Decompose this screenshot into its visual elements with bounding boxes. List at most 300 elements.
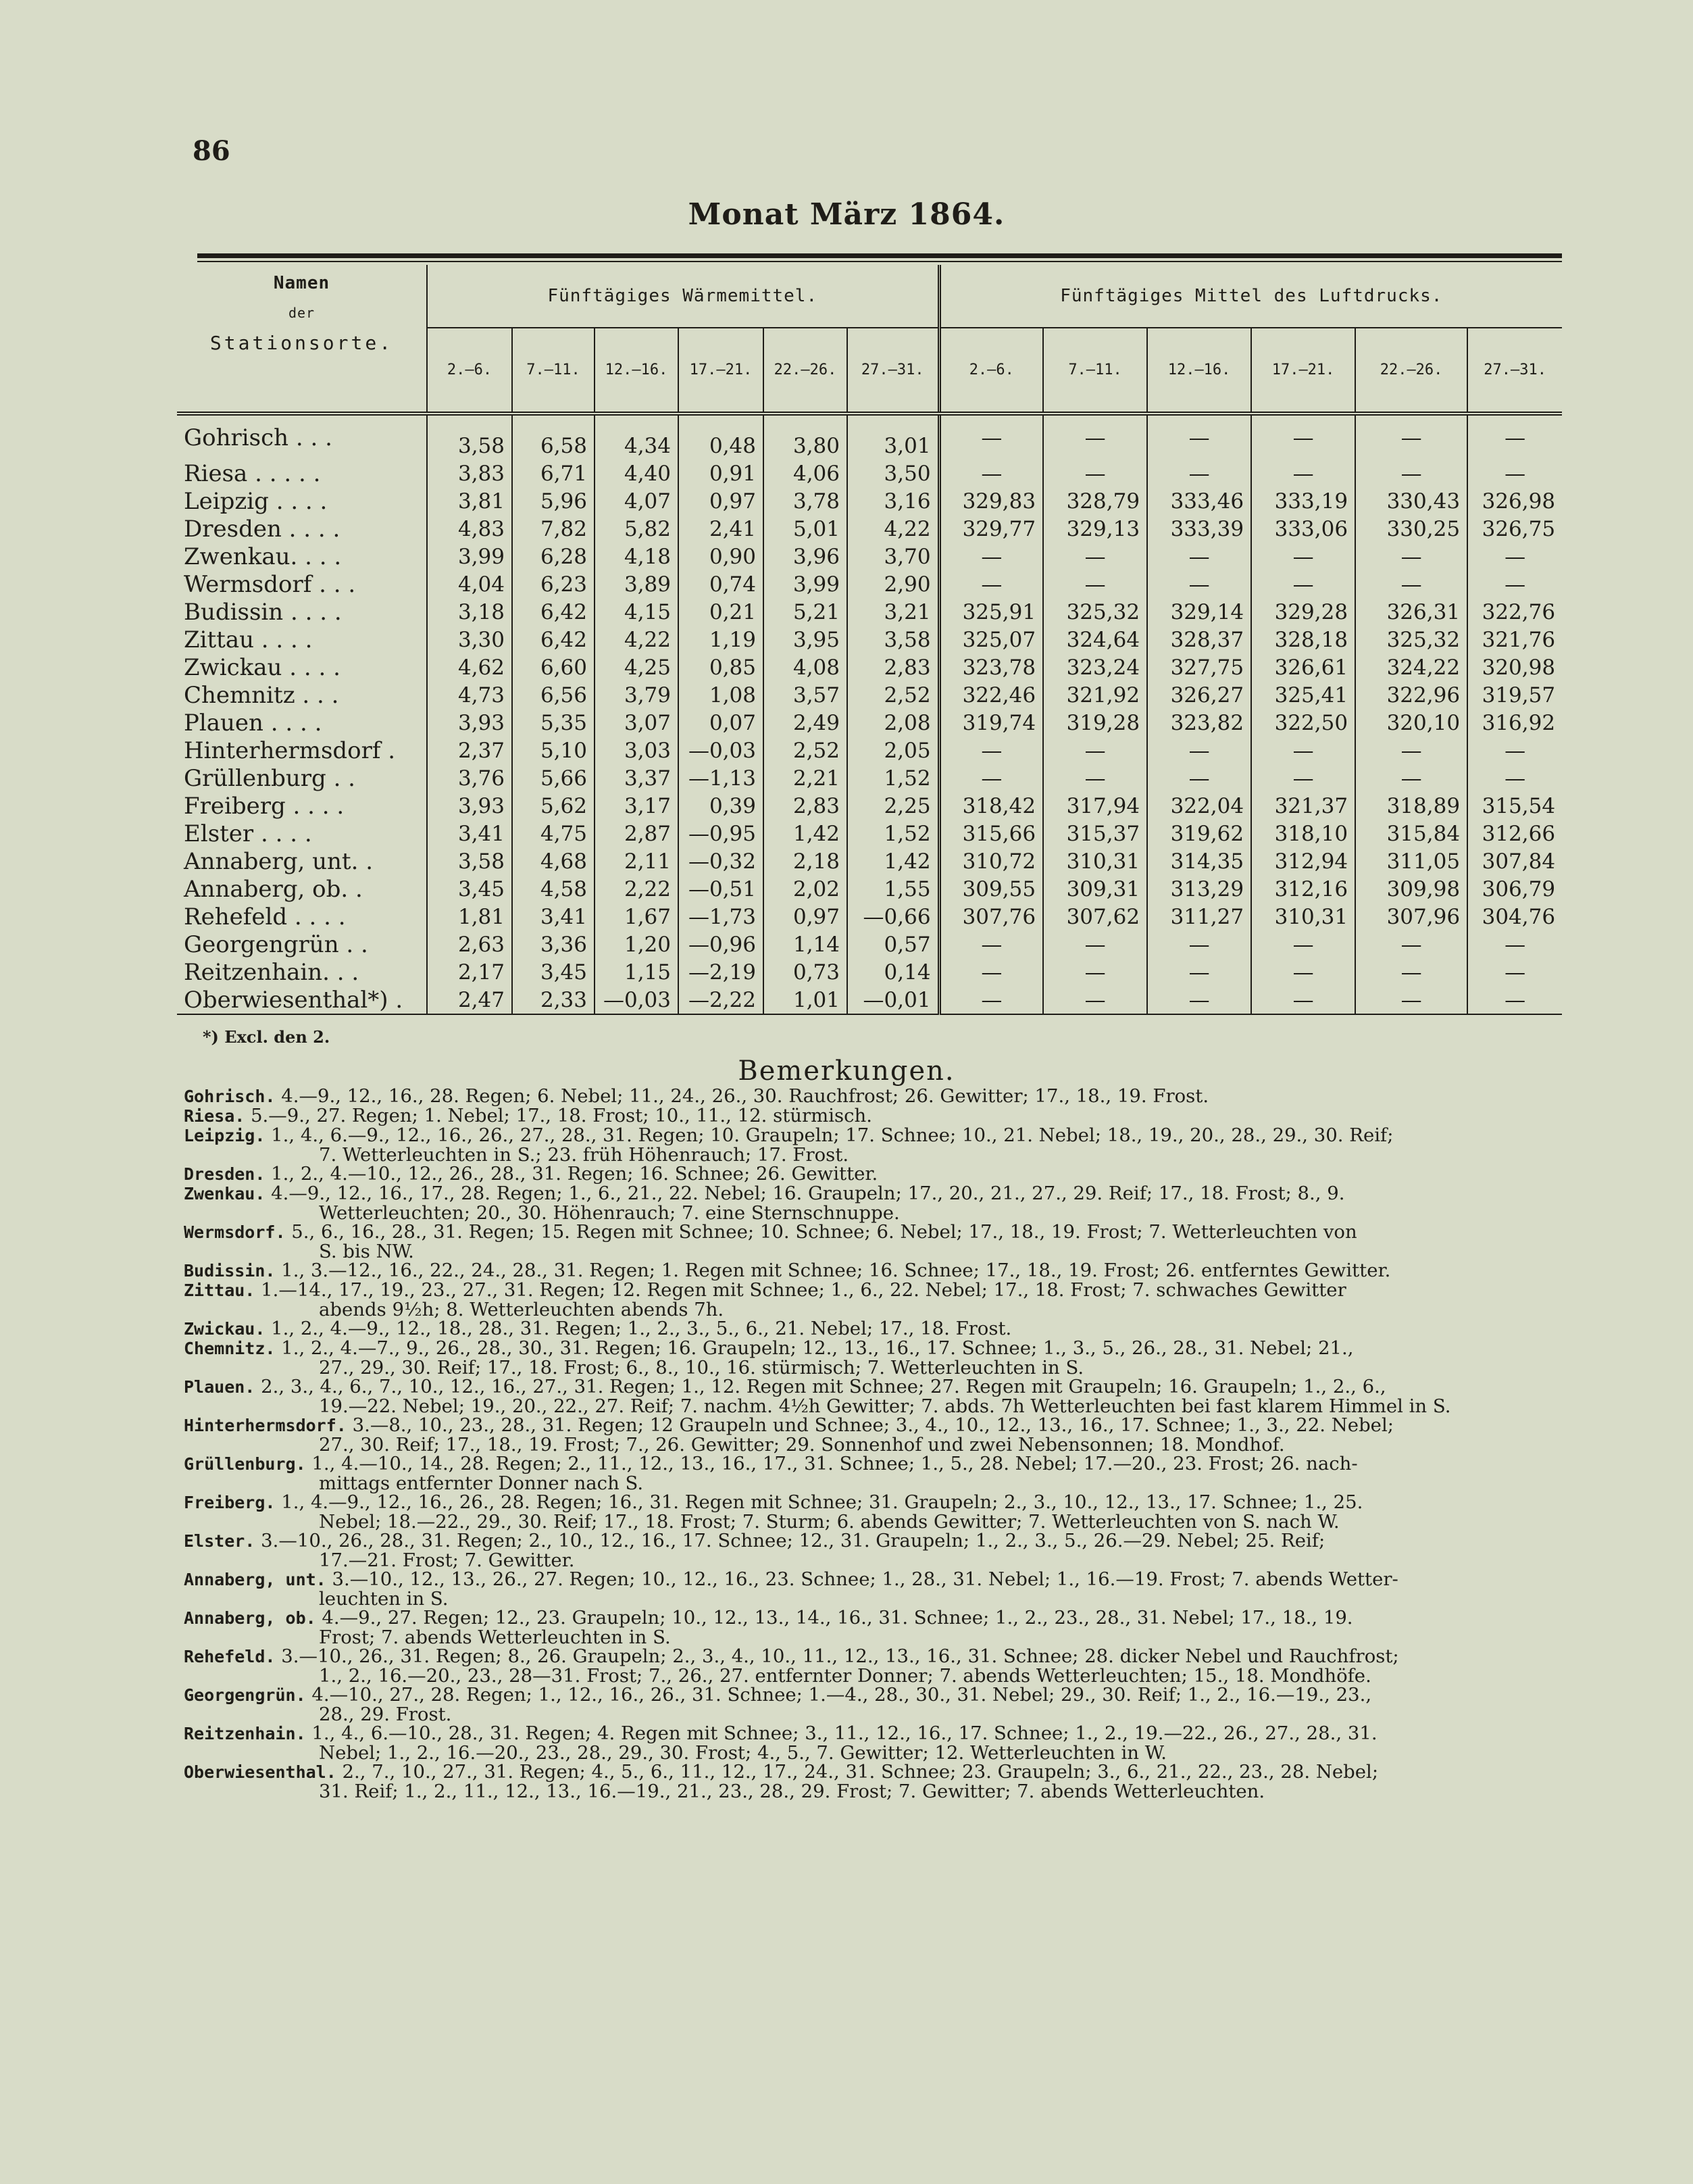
temperature-cell: 5,35 — [512, 709, 595, 737]
pressure-cell: 326,98 — [1467, 487, 1562, 515]
temperature-cell: 3,99 — [427, 543, 512, 570]
weather-table — [177, 265, 1562, 1015]
pressure-cell: — — [1043, 414, 1147, 460]
remark-entry — [184, 1377, 1562, 1416]
pressure-cell: 311,27 — [1147, 903, 1251, 930]
temperature-cell: 3,58 — [847, 626, 939, 653]
pressure-cell: — — [1147, 986, 1251, 1014]
remark-continuation: 19.—22. Nebel; 19., 20., 22., 27. Reif; 7. nachm. 4½h Gewitter; 7. abds. 7h Wetterleuchten bei fast klarem Himmel in S. — [319, 1395, 1451, 1417]
pressure-cell: 314,35 — [1147, 847, 1251, 875]
table-row — [177, 903, 1562, 930]
temperature-cell: 3,95 — [763, 626, 847, 653]
remark-station: Leipzig. — [184, 1126, 266, 1145]
remark-text: 1., 4., 6.—9., 12., 16., 26., 27., 28., 31. Regen; 10. Graupeln; 17. Schnee; 10., 21. Nebel; 18., 19., 20., 28., 29., 30. Reif; — [271, 1124, 1394, 1146]
pressure-cell: — — [939, 986, 1043, 1014]
remark-entry — [184, 1281, 1562, 1319]
remark-entry — [184, 1608, 1562, 1647]
pressure-cell: 333,19 — [1251, 487, 1355, 515]
pressure-cell: 311,05 — [1355, 847, 1467, 875]
temperature-cell: 0,73 — [763, 958, 847, 986]
temperature-cell: 3,36 — [512, 930, 595, 958]
header-period-p: 22.—26. — [1355, 328, 1467, 414]
temperature-cell: 3,93 — [427, 709, 512, 737]
table-row — [177, 930, 1562, 958]
temperature-cell: 4,18 — [595, 543, 678, 570]
pressure-cell: — — [1147, 414, 1251, 460]
station-name: Gohrisch . . . — [184, 424, 332, 451]
pressure-cell: — — [1251, 764, 1355, 792]
temperature-cell: 4,04 — [427, 570, 512, 598]
temperature-cell: 3,99 — [763, 570, 847, 598]
pressure-cell: — — [1043, 543, 1147, 570]
station-name: Reitzenhain. . . — [184, 958, 359, 986]
remark-continuation: mittags entfernter Donner nach S. — [319, 1472, 644, 1494]
pressure-cell: 315,84 — [1355, 820, 1467, 847]
station-name: Plauen . . . . — [184, 709, 322, 737]
temperature-cell: 3,79 — [595, 681, 678, 709]
remark-station: Wermsdorf. — [184, 1222, 286, 1242]
table-row — [177, 737, 1562, 764]
top-rule-thin — [197, 261, 1562, 262]
station-name: Rehefeld . . . . — [184, 903, 346, 930]
temperature-cell: 6,56 — [512, 681, 595, 709]
pressure-cell: — — [1467, 543, 1562, 570]
temperature-cell: 5,10 — [512, 737, 595, 764]
temperature-cell: 1,52 — [847, 764, 939, 792]
temperature-cell: 4,75 — [512, 820, 595, 847]
temperature-cell: —0,01 — [847, 986, 939, 1014]
station-name: Zwickau . . . . — [184, 653, 340, 681]
station-name: Dresden . . . . — [184, 515, 340, 543]
pressure-cell: 323,82 — [1147, 709, 1251, 737]
remark-station: Zwenkau. — [184, 1184, 266, 1203]
temperature-cell: 3,83 — [427, 460, 512, 487]
pressure-cell: 325,91 — [939, 598, 1043, 626]
pressure-cell: 325,07 — [939, 626, 1043, 653]
remark-station: Annaberg, unt. — [184, 1570, 326, 1589]
pressure-cell: 320,10 — [1355, 709, 1467, 737]
pressure-cell: 310,31 — [1251, 903, 1355, 930]
remarks-section — [184, 1087, 1562, 1801]
page-number: 86 — [193, 135, 230, 167]
table-row — [177, 460, 1562, 487]
remark-text: 3.—10., 26., 31. Regen; 8., 26. Graupeln; 2., 3., 4., 10., 11., 12., 13., 16., 31. Schnee; 28. dicker Nebel und Rauchfrost; — [281, 1645, 1399, 1667]
remark-text: 3.—10., 26., 28., 31. Regen; 2., 10., 12., 16., 17. Schnee; 12., 31. Graupeln; 1., 2., 3., 5., 26.—29. Nebel; 25. Reif; — [261, 1530, 1325, 1552]
pressure-cell: 319,57 — [1467, 681, 1562, 709]
remark-entry — [184, 1416, 1562, 1454]
pressure-cell: 333,06 — [1251, 515, 1355, 543]
temperature-cell: —2,22 — [678, 986, 763, 1014]
temperature-cell: 2,08 — [847, 709, 939, 737]
pressure-cell: — — [1467, 460, 1562, 487]
pressure-cell: 326,27 — [1147, 681, 1251, 709]
remark-continuation: abends 9½h; 8. Wetterleuchten abends 7h. — [319, 1299, 724, 1320]
temperature-cell: 4,62 — [427, 653, 512, 681]
pressure-cell: — — [1147, 930, 1251, 958]
remark-text: 2., 3., 4., 6., 7., 10., 12., 16., 27., 31. Regen; 1., 12. Regen mit Schnee; 27. Regen mit Graupeln; 16. Graupeln; 1., 2., 6., — [261, 1376, 1386, 1397]
remark-text: 1., 3.—12., 16., 22., 24., 28., 31. Regen; 1. Regen mit Schnee; 16. Schnee; 17., 18., 19. Frost; 26. entferntes Gewitter. — [281, 1260, 1391, 1281]
remark-entry — [184, 1454, 1562, 1493]
pressure-cell: 333,39 — [1147, 515, 1251, 543]
table-row — [177, 820, 1562, 847]
pressure-cell: 312,66 — [1467, 820, 1562, 847]
pressure-cell: 309,98 — [1355, 875, 1467, 903]
temperature-cell: 3,30 — [427, 626, 512, 653]
temperature-cell: 3,80 — [763, 414, 847, 460]
pressure-cell: 326,61 — [1251, 653, 1355, 681]
station-name: Elster . . . . — [184, 820, 312, 847]
remark-continuation: Nebel; 1., 2., 16.—20., 23., 28., 29., 30. Frost; 4., 5., 7. Gewitter; 12. Wetterleuchten in W. — [319, 1742, 1167, 1764]
pressure-cell: — — [1355, 958, 1467, 986]
remark-continuation: 17.—21. Frost; 7. Gewitter. — [319, 1549, 575, 1571]
pressure-cell: 316,92 — [1467, 709, 1562, 737]
temperature-cell: 2,90 — [847, 570, 939, 598]
station-name: Leipzig . . . . — [184, 487, 328, 515]
temperature-cell: 1,42 — [763, 820, 847, 847]
pressure-cell: — — [939, 570, 1043, 598]
temperature-cell: 1,20 — [595, 930, 678, 958]
table-row — [177, 543, 1562, 570]
temperature-cell: 3,76 — [427, 764, 512, 792]
remark-station: Hinterhermsdorf. — [184, 1416, 347, 1435]
pressure-cell: 323,78 — [939, 653, 1043, 681]
temperature-cell: 5,62 — [512, 792, 595, 820]
table-row — [177, 681, 1562, 709]
remark-entry — [184, 1647, 1562, 1685]
temperature-cell: 4,22 — [847, 515, 939, 543]
temperature-cell: 3,03 — [595, 737, 678, 764]
remark-continuation: S. bis NW. — [319, 1241, 414, 1262]
temperature-cell: 1,15 — [595, 958, 678, 986]
temperature-cell: 6,42 — [512, 626, 595, 653]
temperature-cell: 0,97 — [763, 903, 847, 930]
pressure-cell: 310,31 — [1043, 847, 1147, 875]
pressure-cell: 318,10 — [1251, 820, 1355, 847]
pressure-cell: 319,62 — [1147, 820, 1251, 847]
header-period-p: 17.—21. — [1251, 328, 1355, 414]
table-row — [177, 487, 1562, 515]
pressure-cell: 323,24 — [1043, 653, 1147, 681]
temperature-cell: 4,06 — [763, 460, 847, 487]
pressure-cell: 321,76 — [1467, 626, 1562, 653]
pressure-cell: — — [939, 737, 1043, 764]
temperature-cell: 0,85 — [678, 653, 763, 681]
remark-text: 3.—8., 10., 23., 28., 31. Regen; 12 Graupeln und Schnee; 3., 4., 10., 12., 13., 16., 17. Schnee; 1., 3., 22. Nebel; — [352, 1414, 1394, 1436]
temperature-cell: 1,67 — [595, 903, 678, 930]
pressure-cell: — — [1355, 986, 1467, 1014]
remark-station: Freiberg. — [184, 1493, 276, 1512]
remark-text: 4.—10., 27., 28. Regen; 1., 12., 16., 26., 31. Schnee; 1.—4., 28., 30., 31. Nebel; 29., 30. Reif; 1., 2., 16.—19., 23., — [311, 1684, 1372, 1706]
remark-station: Zittau. — [184, 1281, 255, 1300]
table-row — [177, 958, 1562, 986]
remark-text: 1., 2., 4.—10., 12., 26., 28., 31. Regen; 16. Schnee; 26. Gewitter. — [271, 1163, 878, 1185]
pressure-cell: 322,50 — [1251, 709, 1355, 737]
remark-entry — [184, 1762, 1562, 1801]
pressure-cell: 315,54 — [1467, 792, 1562, 820]
remark-entry — [184, 1531, 1562, 1570]
station-name: Riesa . . . . . — [184, 460, 321, 487]
page-title: Monat März 1864. — [688, 197, 1005, 232]
pressure-cell: 312,94 — [1251, 847, 1355, 875]
header-period-p: 12.—16. — [1147, 328, 1251, 414]
pressure-cell: — — [1043, 958, 1147, 986]
table-row — [177, 764, 1562, 792]
pressure-cell: — — [1043, 460, 1147, 487]
temperature-cell: 3,96 — [763, 543, 847, 570]
pressure-cell: 330,25 — [1355, 515, 1467, 543]
pressure-cell: — — [1467, 930, 1562, 958]
temperature-cell: 4,07 — [595, 487, 678, 515]
temperature-cell: 1,81 — [427, 903, 512, 930]
temperature-cell: 3,89 — [595, 570, 678, 598]
top-rule — [197, 253, 1562, 258]
remark-station: Chemnitz. — [184, 1339, 276, 1358]
temperature-cell: 3,58 — [427, 414, 512, 460]
temperature-cell: 2,52 — [763, 737, 847, 764]
table-row — [177, 847, 1562, 875]
temperature-cell: 6,58 — [512, 414, 595, 460]
pressure-cell: — — [1467, 414, 1562, 460]
temperature-cell: 2,17 — [427, 958, 512, 986]
temperature-cell: 6,28 — [512, 543, 595, 570]
remark-continuation: Wetterleuchten; 20., 30. Höhenrauch; 7. eine Sternschnuppe. — [319, 1202, 900, 1224]
temperature-cell: 3,07 — [595, 709, 678, 737]
remark-entry — [184, 1087, 1562, 1106]
pressure-cell: 324,64 — [1043, 626, 1147, 653]
pressure-cell: 321,37 — [1251, 792, 1355, 820]
temperature-cell: 2,33 — [512, 986, 595, 1014]
temperature-cell: 3,50 — [847, 460, 939, 487]
temperature-cell: 3,41 — [427, 820, 512, 847]
remark-station: Riesa. — [184, 1106, 245, 1126]
pressure-cell: — — [939, 764, 1043, 792]
temperature-cell: 0,90 — [678, 543, 763, 570]
pressure-cell: 330,43 — [1355, 487, 1467, 515]
table-row — [177, 515, 1562, 543]
remark-station: Rehefeld. — [184, 1647, 276, 1666]
remark-entry — [184, 1493, 1562, 1531]
temperature-cell: 3,45 — [512, 958, 595, 986]
header-group-temperature: Fünftägiges Wärmemittel. — [427, 265, 939, 328]
temperature-cell: 4,83 — [427, 515, 512, 543]
remark-text: 5., 6., 16., 28., 31. Regen; 15. Regen mit Schnee; 10. Schnee; 6. Nebel; 17., 18., 19. Frost; 7. Wetterleuchten von — [291, 1221, 1357, 1243]
remark-station: Plauen. — [184, 1377, 255, 1397]
remark-station: Zwickau. — [184, 1319, 266, 1339]
pressure-cell: 315,37 — [1043, 820, 1147, 847]
temperature-cell: 1,08 — [678, 681, 763, 709]
temperature-cell: 4,68 — [512, 847, 595, 875]
remark-entry — [184, 1126, 1562, 1164]
table-row — [177, 653, 1562, 681]
pressure-cell: 328,18 — [1251, 626, 1355, 653]
station-name: Grüllenburg . . — [184, 764, 355, 792]
header-period-p: 27.—31. — [1467, 328, 1562, 414]
pressure-cell: — — [1251, 414, 1355, 460]
header-period-p: 7.—11. — [1043, 328, 1147, 414]
pressure-cell: — — [1355, 570, 1467, 598]
pressure-cell: 307,76 — [939, 903, 1043, 930]
temperature-cell: 3,81 — [427, 487, 512, 515]
pressure-cell: — — [939, 543, 1043, 570]
pressure-cell: — — [1467, 958, 1562, 986]
temperature-cell: 4,58 — [512, 875, 595, 903]
pressure-cell: — — [1043, 570, 1147, 598]
pressure-cell: — — [1147, 543, 1251, 570]
remark-entry — [184, 1570, 1562, 1608]
header-period-t: 22.—26. — [763, 328, 847, 414]
temperature-cell: 2,87 — [595, 820, 678, 847]
temperature-cell: 2,63 — [427, 930, 512, 958]
pressure-cell: 313,29 — [1147, 875, 1251, 903]
station-name: Annaberg, ob. . — [184, 875, 363, 903]
remark-continuation: leuchten in S. — [319, 1588, 449, 1610]
header-period-t: 7.—11. — [512, 328, 595, 414]
pressure-cell: 307,84 — [1467, 847, 1562, 875]
remark-continuation: 7. Wetterleuchten in S.; 23. früh Höhenrauch; 17. Frost. — [319, 1144, 849, 1166]
pressure-cell: — — [1251, 570, 1355, 598]
temperature-cell: 4,40 — [595, 460, 678, 487]
remark-text: 1., 2., 4.—7., 9., 26., 28., 30., 31. Regen; 16. Graupeln; 12., 13., 16., 17. Schnee; 1., 3., 5., 26., 28., 31. Nebel; 21., — [281, 1337, 1354, 1359]
remark-entry — [184, 1184, 1562, 1222]
temperature-cell: 5,01 — [763, 515, 847, 543]
remark-continuation: Nebel; 18.—22., 29., 30. Reif; 17., 18. Frost; 7. Sturm; 6. abends Gewitter; 7. Wetterleuchten von S. nach W. — [319, 1511, 1340, 1533]
remark-text: 1., 4.—10., 14., 28. Regen; 2., 11., 12., 13., 16., 17., 31. Schnee; 1., 5., 28. Nebel; 17.—20., 23. Frost; 26. nach- — [311, 1453, 1358, 1474]
pressure-cell: — — [1251, 737, 1355, 764]
temperature-cell: 2,18 — [763, 847, 847, 875]
pressure-cell: 312,16 — [1251, 875, 1355, 903]
pressure-cell: 310,72 — [939, 847, 1043, 875]
pressure-cell: 326,75 — [1467, 515, 1562, 543]
pressure-cell: — — [1251, 543, 1355, 570]
header-period-t: 12.—16. — [595, 328, 678, 414]
temperature-cell: 3,58 — [427, 847, 512, 875]
pressure-cell: — — [1251, 958, 1355, 986]
pressure-cell: 321,92 — [1043, 681, 1147, 709]
remark-entry — [184, 1685, 1562, 1724]
station-name: Zwenkau. . . . — [184, 543, 342, 570]
pressure-cell: 309,55 — [939, 875, 1043, 903]
temperature-cell: —1,73 — [678, 903, 763, 930]
remark-text: 3.—10., 12., 13., 26., 27. Regen; 10., 12., 16., 23. Schnee; 1., 28., 31. Nebel; 1., 16.—19. Frost; 7. abends Wetter- — [332, 1568, 1398, 1590]
remark-station: Oberwiesenthal. — [184, 1762, 336, 1782]
temperature-cell: 6,71 — [512, 460, 595, 487]
temperature-cell: 1,52 — [847, 820, 939, 847]
remark-text: 5.—9., 27. Regen; 1. Nebel; 17., 18. Frost; 10., 11., 12. stürmisch. — [251, 1105, 872, 1126]
remark-continuation: Frost; 7. abends Wetterleuchten in S. — [319, 1627, 671, 1648]
station-name: Georgengrün . . — [184, 930, 368, 958]
pressure-cell: 318,42 — [939, 792, 1043, 820]
table-row — [177, 598, 1562, 626]
temperature-cell: 4,08 — [763, 653, 847, 681]
pressure-cell: 325,32 — [1355, 626, 1467, 653]
station-name: Chemnitz . . . — [184, 681, 339, 709]
footnote: *) Excl. den 2. — [203, 1027, 330, 1047]
temperature-cell: 5,66 — [512, 764, 595, 792]
pressure-cell: 327,75 — [1147, 653, 1251, 681]
temperature-cell: 1,42 — [847, 847, 939, 875]
pressure-cell: — — [1355, 737, 1467, 764]
remark-station: Georgengrün. — [184, 1685, 306, 1705]
temperature-cell: 2,41 — [678, 515, 763, 543]
temperature-cell: —0,03 — [595, 986, 678, 1014]
station-name: Freiberg . . . . — [184, 792, 345, 820]
temperature-cell: 2,25 — [847, 792, 939, 820]
pressure-cell: 325,41 — [1251, 681, 1355, 709]
remark-station: Gohrisch. — [184, 1087, 276, 1106]
station-name: Zittau . . . . — [184, 626, 313, 653]
table-row — [177, 709, 1562, 737]
pressure-cell: — — [1043, 930, 1147, 958]
temperature-cell: 3,45 — [427, 875, 512, 903]
temperature-cell: —1,13 — [678, 764, 763, 792]
temperature-cell: 3,16 — [847, 487, 939, 515]
pressure-cell: 307,96 — [1355, 903, 1467, 930]
temperature-cell: —0,66 — [847, 903, 939, 930]
pressure-cell: 329,83 — [939, 487, 1043, 515]
pressure-cell: 309,31 — [1043, 875, 1147, 903]
table-row — [177, 414, 1562, 460]
pressure-cell: — — [939, 930, 1043, 958]
table-row — [177, 875, 1562, 903]
remark-text: 4.—9., 12., 16., 28. Regen; 6. Nebel; 11., 24., 26., 30. Rauchfrost; 26. Gewitter; 17., 18., 19. Frost. — [281, 1085, 1209, 1107]
remark-entry — [184, 1164, 1562, 1184]
temperature-cell: 2,21 — [763, 764, 847, 792]
pressure-cell: 315,66 — [939, 820, 1043, 847]
temperature-cell: —0,03 — [678, 737, 763, 764]
temperature-cell: 2,49 — [763, 709, 847, 737]
pressure-cell: 306,79 — [1467, 875, 1562, 903]
temperature-cell: 0,97 — [678, 487, 763, 515]
station-name: Oberwiesenthal*) . — [177, 986, 427, 1014]
remark-text: 2., 7., 10., 27., 31. Regen; 4., 5., 6., 11., 12., 17., 24., 31. Schnee; 23. Graupeln; 3., 6., 21., 22., 23., 28. Nebel; — [342, 1761, 1379, 1783]
pressure-cell: 324,22 — [1355, 653, 1467, 681]
pressure-cell: — — [1147, 570, 1251, 598]
temperature-cell: 1,14 — [763, 930, 847, 958]
temperature-cell: 2,37 — [427, 737, 512, 764]
pressure-cell: 322,76 — [1467, 598, 1562, 626]
pressure-cell: — — [1147, 460, 1251, 487]
temperature-cell: 4,34 — [595, 414, 678, 460]
temperature-cell: 5,96 — [512, 487, 595, 515]
pressure-cell: — — [1251, 460, 1355, 487]
remarks-title: Bemerkungen. — [738, 1056, 955, 1087]
remark-text: 1.—14., 17., 19., 23., 27., 31. Regen; 12. Regen mit Schnee; 1., 6., 22. Nebel; 17., 18. Frost; 7. schwaches Gewitter — [261, 1279, 1346, 1301]
temperature-cell: —0,96 — [678, 930, 763, 958]
pressure-cell: 329,14 — [1147, 598, 1251, 626]
temperature-cell: 1,19 — [678, 626, 763, 653]
pressure-cell: — — [1251, 986, 1355, 1014]
remark-entry — [184, 1261, 1562, 1281]
remark-entry — [184, 1724, 1562, 1762]
table-body — [177, 414, 1562, 1014]
remark-entry — [184, 1222, 1562, 1261]
remark-entry — [184, 1339, 1562, 1377]
remark-entry — [184, 1106, 1562, 1126]
pressure-cell: — — [1251, 930, 1355, 958]
pressure-cell: 319,28 — [1043, 709, 1147, 737]
pressure-cell: — — [1355, 543, 1467, 570]
header-period-t: 27.—31. — [847, 328, 939, 414]
remark-text: 1., 4.—9., 12., 16., 26., 28. Regen; 16., 31. Regen mit Schnee; 31. Graupeln; 2., 3., 10., 12., 13., 17. Schnee; 1., 25. — [281, 1491, 1363, 1513]
pressure-cell: 333,46 — [1147, 487, 1251, 515]
pressure-cell: — — [1043, 764, 1147, 792]
pressure-cell: — — [1467, 764, 1562, 792]
temperature-cell: 3,70 — [847, 543, 939, 570]
pressure-cell: 329,13 — [1043, 515, 1147, 543]
temperature-cell: 0,57 — [847, 930, 939, 958]
pressure-cell: 304,76 — [1467, 903, 1562, 930]
pressure-cell: — — [1355, 414, 1467, 460]
